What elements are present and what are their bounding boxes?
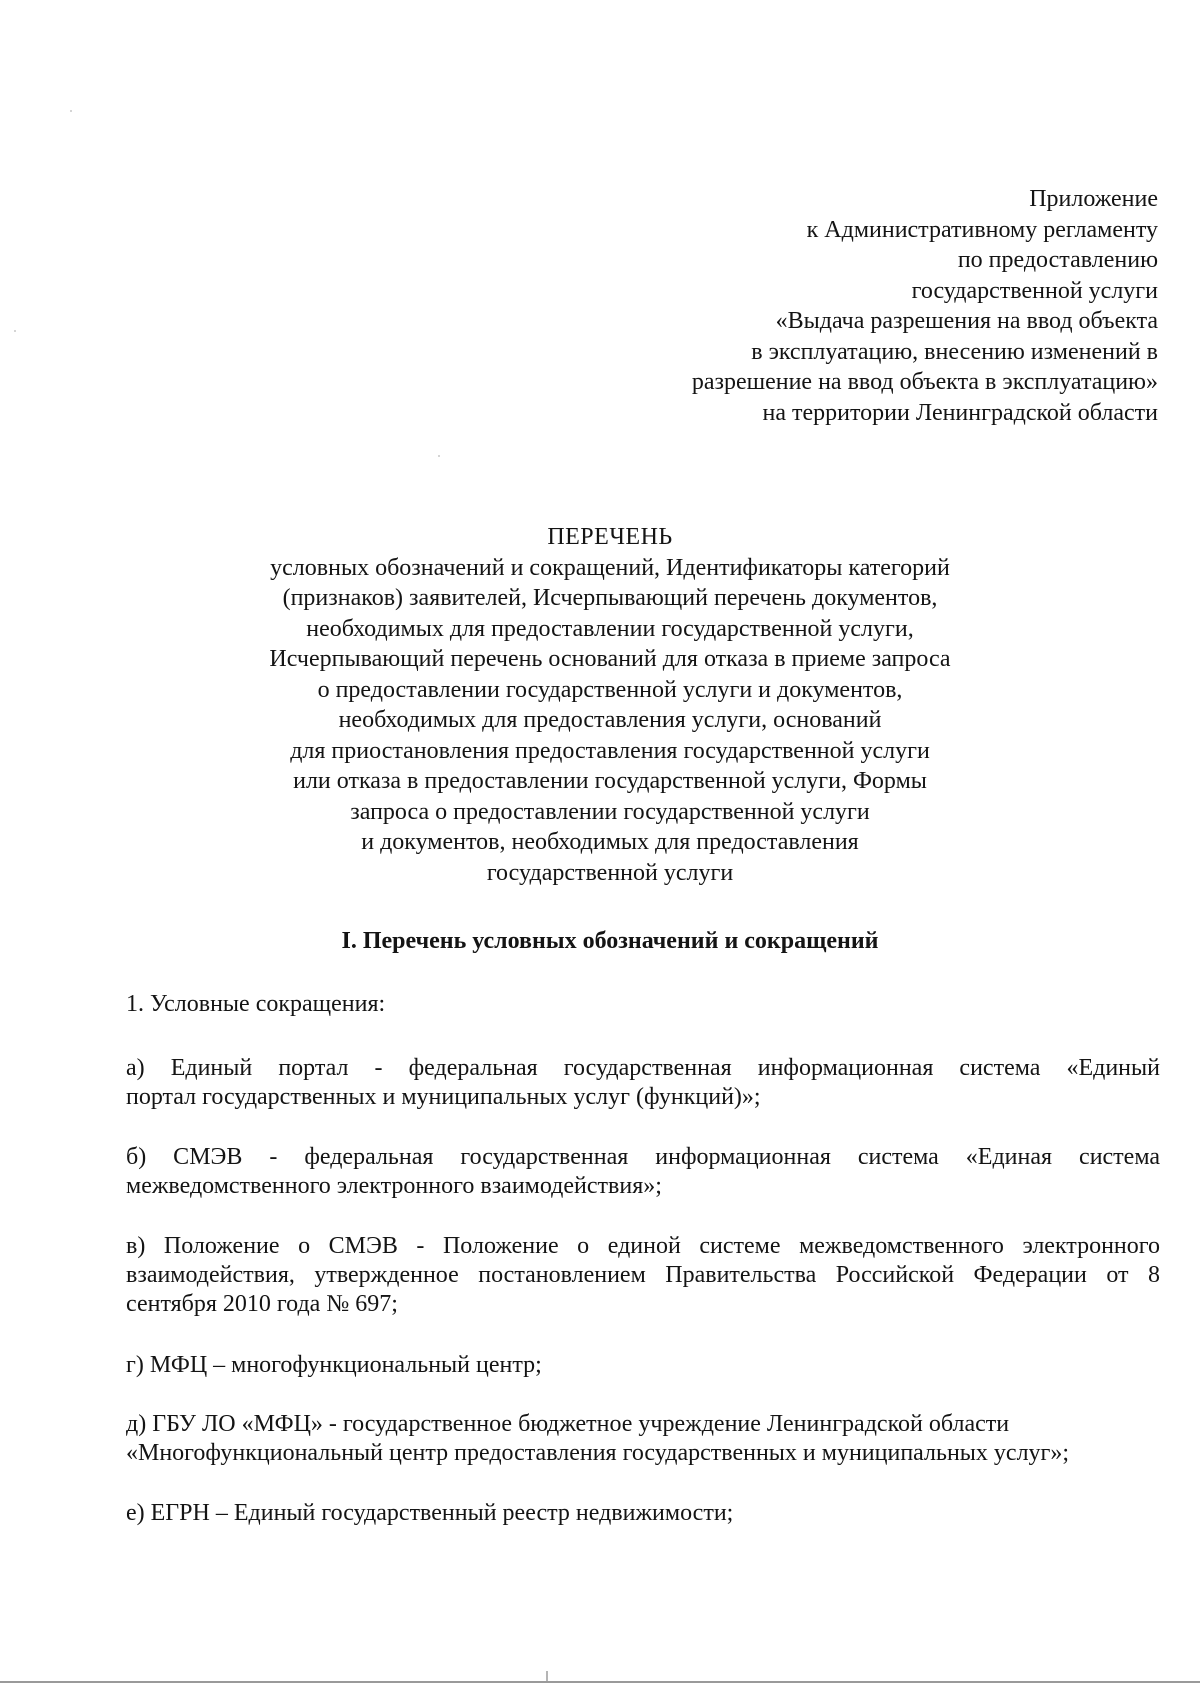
item-v-line: взаимодействия, утвержденное постановлением Правительства Российской Федерации от 8 [126, 1262, 1160, 1288]
scan-mark [546, 1671, 548, 1681]
item-e [126, 1499, 1160, 1528]
item-a-line: портал государственных и муниципальных услуг (функций)»; [126, 1084, 761, 1110]
item-v-line: сентября 2010 года № 697; [126, 1291, 398, 1317]
title-line: государственной услуги [486, 859, 734, 886]
appendix-line: разрешение на ввод объекта в эксплуатацию» [691, 369, 1158, 395]
title-line: для приостановления предоставления государственной услуги [290, 737, 930, 764]
item-d-line: д) ГБУ ЛО «МФЦ» - государственное бюджетное учреждение Ленинградской области [126, 1411, 1010, 1437]
item-intro [126, 990, 1160, 1019]
document-title [240, 522, 980, 888]
title-line: условных обозначений и сокращений, Идентификаторы категорий [270, 554, 950, 581]
scan-speck [438, 455, 440, 457]
item-b-line: межведомственного электронного взаимодействия»; [126, 1173, 662, 1199]
item-b-line: б) СМЭВ - федеральная государственная информационная система «Единая система [126, 1144, 1160, 1170]
item-d-line: «Многофункциональный центр предоставления государственных и муниципальных услуг»; [126, 1440, 1070, 1466]
item-e-text: е) ЕГРН – Единый государственный реестр недвижимости; [126, 1500, 734, 1526]
title-line: и документов, необходимых для предоставления [361, 829, 859, 855]
appendix-line: «Выдача разрешения на ввод объекта [775, 308, 1158, 334]
appendix-line: к Административному регламенту [806, 216, 1158, 243]
bottom-rule [0, 1681, 1200, 1683]
item-v-line: в) Положение о СМЭВ - Положение о единой системе межведомственного электронного [126, 1233, 1160, 1259]
appendix-line: на территории Ленинградской области [762, 399, 1158, 426]
item-intro-text: 1. Условные сокращения: [126, 991, 386, 1017]
appendix-header [692, 184, 1158, 428]
title-line: необходимых для предоставлении государственной услуги, [306, 615, 914, 642]
item-d [126, 1410, 1160, 1468]
item-a-line: а) Единый портал - федеральная государственная информационная система «Единый [126, 1055, 1160, 1081]
appendix-line: государственной услуги [911, 277, 1158, 304]
title-caption: ПЕРЕЧЕНЬ [547, 524, 673, 550]
title-line: запроса о предоставлении государственной услуги [350, 798, 870, 825]
appendix-line: в эксплуатацию, внесению изменений в [751, 338, 1158, 365]
appendix-line: по предоставлению [957, 247, 1158, 273]
item-g-text: г) МФЦ – многофункциональный центр; [126, 1352, 542, 1378]
title-line: или отказа в предоставлении государственной услуги, Формы [293, 768, 927, 794]
title-line: (признаков) заявителей, Исчерпывающий перечень документов, [282, 585, 938, 611]
item-a [126, 1054, 1160, 1112]
item-v [126, 1232, 1160, 1319]
title-line: о предоставлении государственной услуги и документов, [317, 676, 903, 703]
item-g [126, 1351, 1160, 1380]
appendix-line: Приложение [1029, 186, 1158, 212]
section-heading: I. Перечень условных обозначений и сокращений [341, 928, 879, 954]
scan-speck [14, 330, 16, 332]
title-line: Исчерпывающий перечень оснований для отказа в приеме запроса [269, 646, 951, 672]
item-b [126, 1143, 1160, 1201]
title-line: необходимых для предоставления услуги, оснований [338, 707, 882, 733]
scan-speck [70, 110, 72, 112]
